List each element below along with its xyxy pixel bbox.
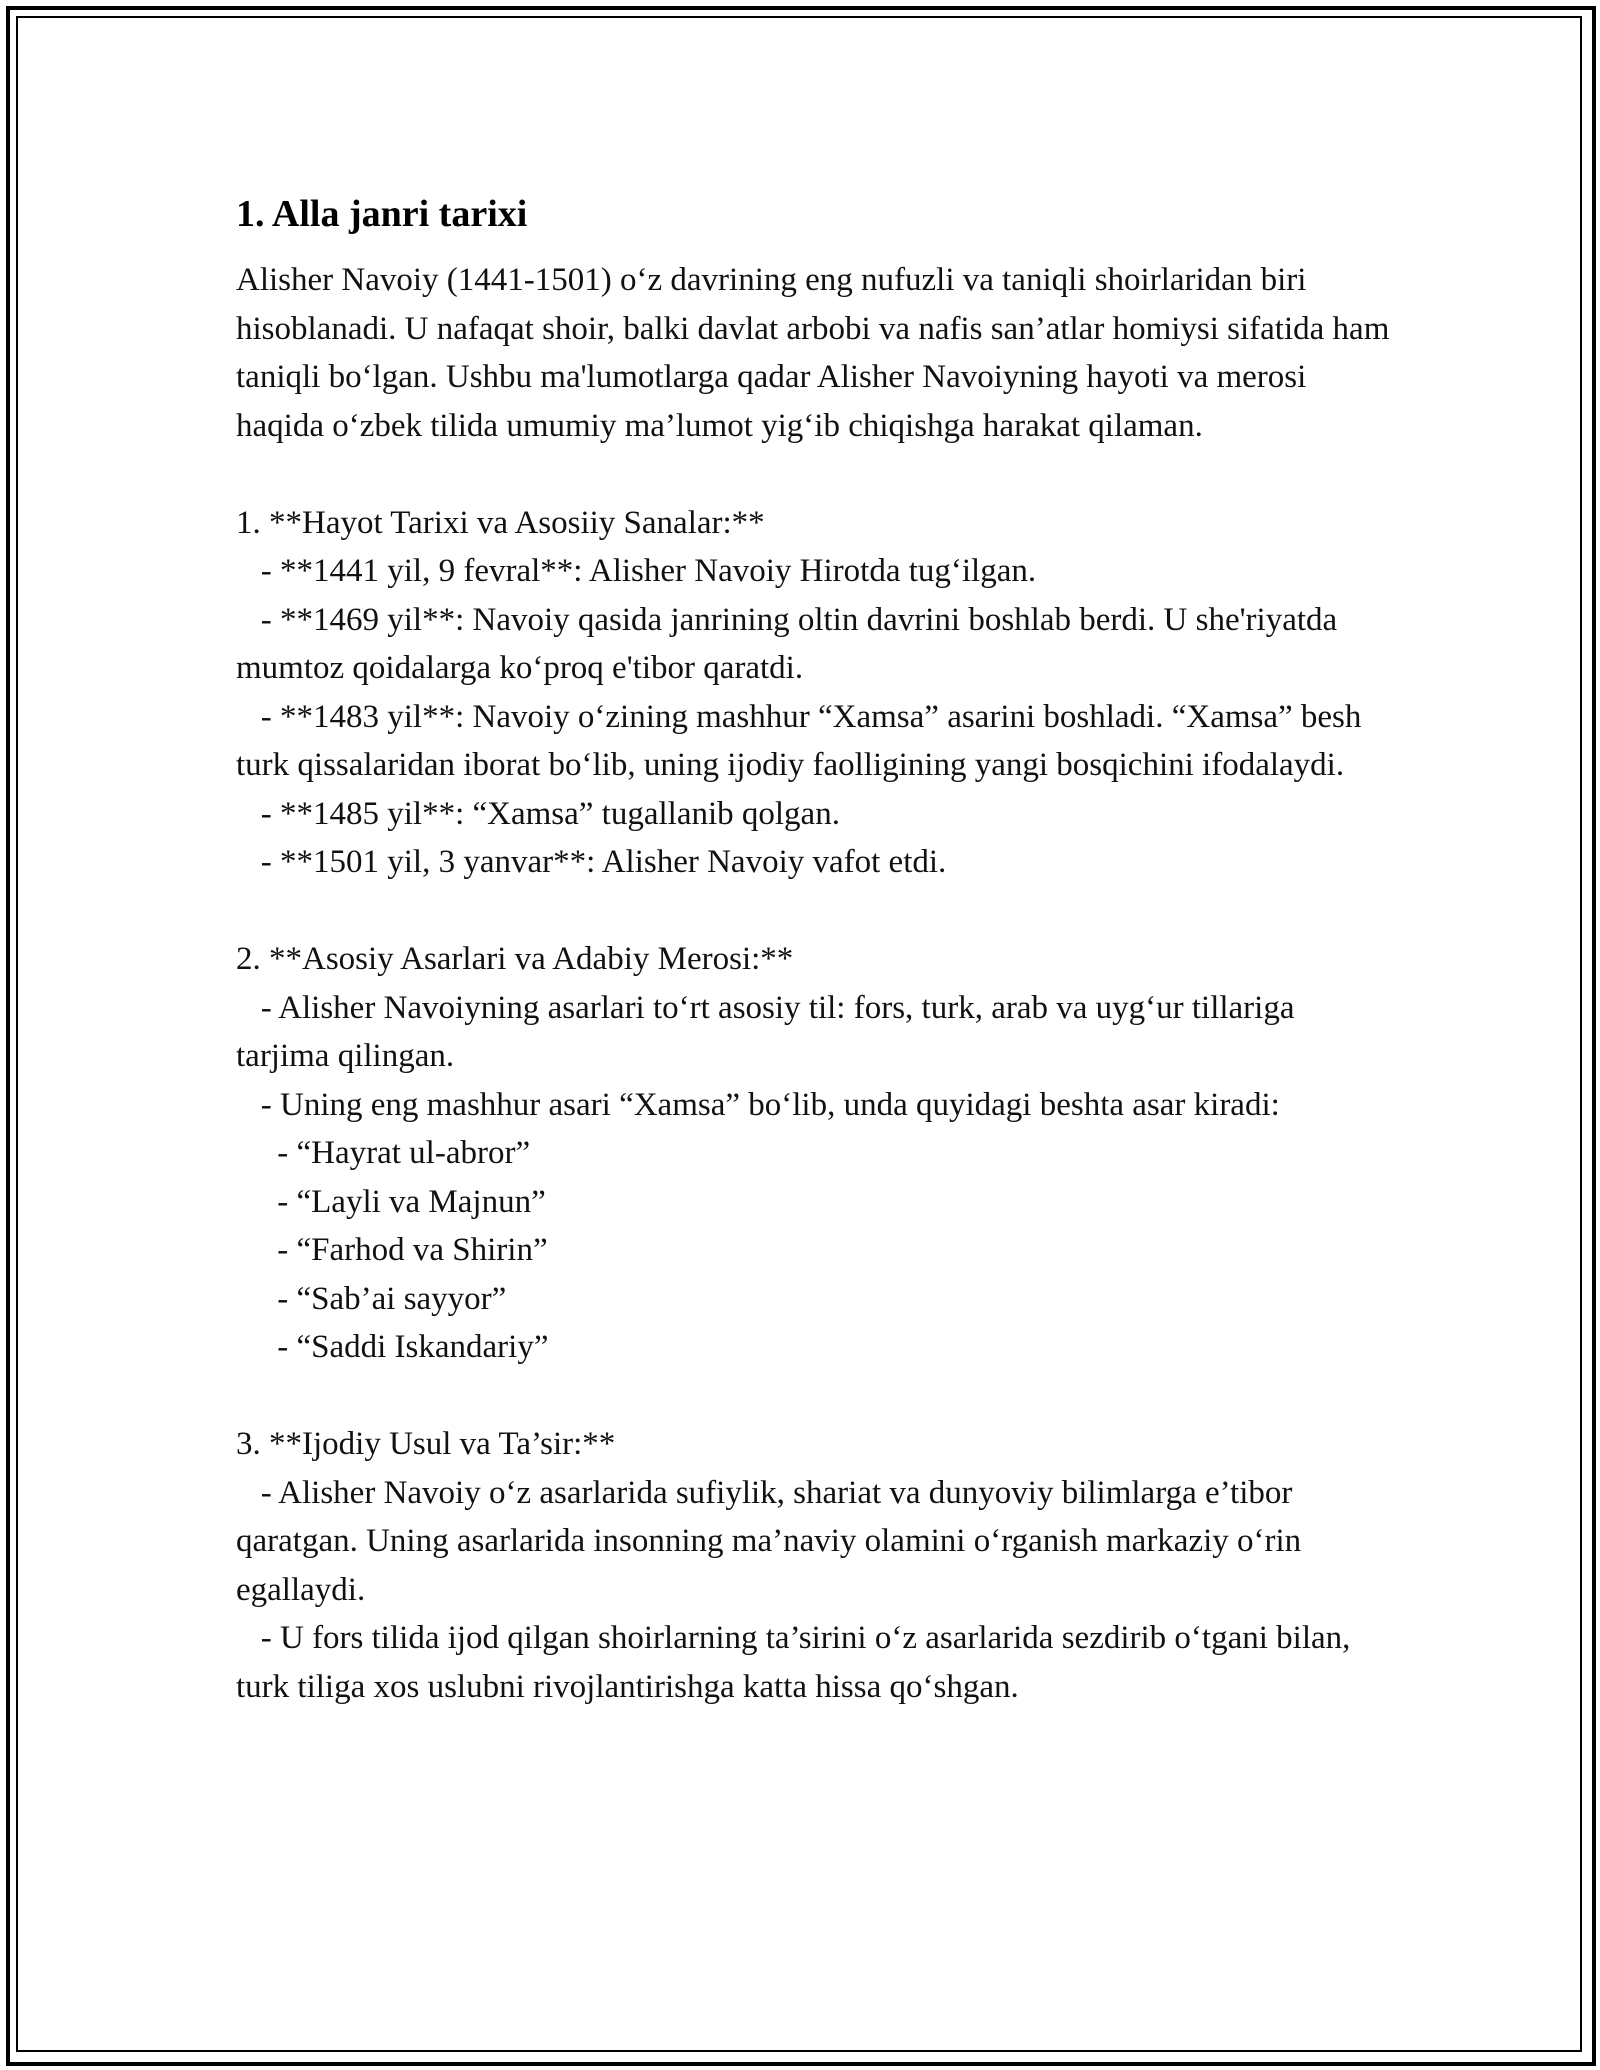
list-item: - **1483 yil**: Navoiy o‘zining mashhur “Xamsa” asarini boshladi. “Xamsa” besh turk qissalaridan iborat bo‘lib, uning ijodiy faolligining yangi bosqichini ifodalaydi. [236,698,1370,783]
sub-list-item: - “Hayrat ul-abror” [236,1135,531,1171]
section-creative-method [236,1420,1396,1711]
section-heading: 3. **Ijodiy Usul va Ta’sir:** [236,1426,616,1462]
list-item: - U fors tilida ijod qilgan shoirlarning ta’sirini o‘z asarlarida sezdirib o‘tgani bilan, turk tiliga xos uslubni rivojlantirishga katta hissa qo‘shgan. [236,1620,1359,1705]
section-heading: 1. **Hayot Tarixi va Asosiiy Sanalar:** [236,504,765,541]
list-item: - Alisher Navoiy o‘z asarlarida sufiylik, shariat va dunyoviy bilimlarga e’tibor qaratgan. Uning asarlarida insonning ma’naviy olamini o‘rganish markaziy o‘rin egallaydi. [236,1474,1310,1608]
list-item: - **1501 yil, 3 yanvar**: Alisher Navoiy vafot etdi. [236,844,947,880]
sub-list-item: - “Saddi Iskandariy” [236,1329,549,1365]
list-item: - **1441 yil, 9 fevral**: Alisher Navoiy Hirotda tug‘ilgan. [236,553,1037,589]
intro-paragraph: Alisher Navoiy (1441-1501) o‘z davrining eng nufuzli va taniqli shoirlaridan biri hisoblanadi. U nafaqat shoir, balki davlat arbobi va nafis san’atlar homiysi sifatida ham taniqli bo‘lgan. Ushbu ma'lumotlarga qadar Alisher Navoiyning hayoti va merosi haqida o‘zbek tilida umumiy ma’lumot yig‘ib chiqishga harakat qilaman. [236,262,1390,444]
section-heading: 2. **Asosiy Asarlari va Adabiy Merosi:** [236,941,794,977]
document-title: 1. Alla janri tarixi [236,193,528,235]
section-main-works [236,935,1396,1372]
sub-list-item: - “Farhod va Shirin” [236,1232,548,1268]
sub-list-item: - “Layli va Majnun” [236,1183,546,1220]
list-item: - Uning eng mashhur asari “Xamsa” bo‘lib, unda quyidagi beshta asar kiradi: [236,1086,1280,1123]
list-item: - **1469 yil**: Navoiy qasida janrining oltin davrini boshlab berdi. U she'riyatda mumtoz qoidalarga ko‘proq e'tibor qaratdi. [236,601,1346,686]
sub-list-item: - “Sab’ai sayyor” [236,1280,507,1317]
list-item: - Alisher Navoiyning asarlari to‘rt asosiy til: fors, turk, arab va uyg‘ur tillariga tarjima qilingan. [236,989,1303,1074]
list-item: - **1485 yil**: “Xamsa” tugallanib qolgan. [236,795,840,832]
document-body [236,190,1396,1711]
section-life-history [236,499,1396,887]
